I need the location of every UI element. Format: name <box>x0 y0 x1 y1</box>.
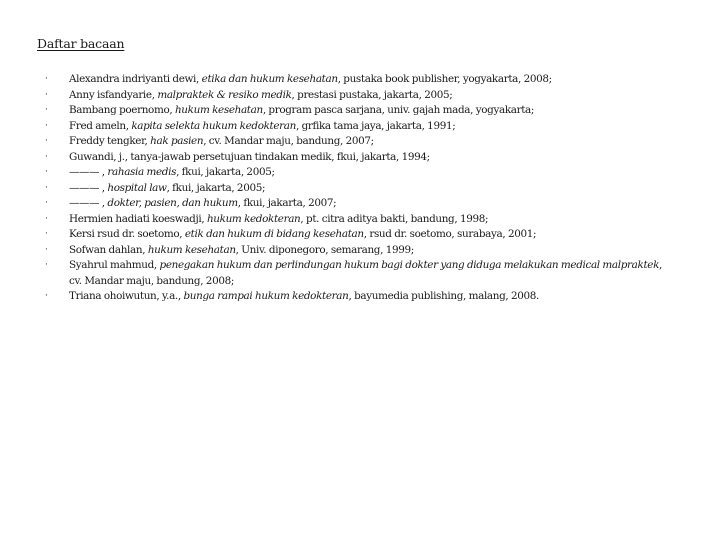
reference-title: etik dan hukum di bidang kesehatan <box>184 228 364 240</box>
bullet-icon: · <box>45 105 48 115</box>
reference-item <box>0 119 720 135</box>
reference-item <box>0 72 720 88</box>
reference-publication: , grfika tama jaya, jakarta, 1991; <box>295 119 456 132</box>
reference-item <box>0 165 720 181</box>
bullet-icon: · <box>45 120 48 131</box>
reference-item <box>0 88 720 104</box>
reference-item <box>0 103 720 119</box>
page-title: Daftar bacaan <box>37 36 125 51</box>
reference-item <box>0 181 720 197</box>
reference-publication: , bayumedia publishing, malang, 2008. <box>348 290 540 302</box>
reference-author: Guwandi, j., tanya-jawab persetujuan tindakan medik, fkui, jakarta, 1994; <box>69 150 430 163</box>
bullet-icon: · <box>45 151 48 162</box>
reference-publication: , pustaka book publisher, yogyakarta, 2008; <box>337 73 552 85</box>
reference-author: Sofwan dahlan, <box>69 243 148 256</box>
reference-author: ——— , <box>69 181 108 194</box>
bullet-icon: · <box>45 198 48 208</box>
reference-title: hukum kesehatan <box>174 104 263 116</box>
reference-author: Triana ohoiwutun, y.a., <box>69 290 184 302</box>
reference-author: Syahrul mahmud, <box>69 259 160 271</box>
reference-item <box>0 289 720 305</box>
bullet-icon: · <box>45 182 48 193</box>
bullet-icon: · <box>45 89 48 100</box>
bullet-icon: · <box>45 213 48 224</box>
reference-title: bunga rampai hukum kedokteran <box>183 290 349 302</box>
reference-list <box>0 72 720 305</box>
reference-title: hak pasien <box>150 135 204 147</box>
bullet-icon: · <box>45 291 48 301</box>
bullet-icon: · <box>45 229 48 239</box>
reference-item <box>0 196 720 212</box>
reference-title: etika dan hukum kesehatan <box>201 73 338 85</box>
bullet-icon: · <box>45 136 48 146</box>
reference-publication: , <box>659 259 662 271</box>
reference-author: Bambang poernomo, <box>69 104 175 116</box>
reference-title: malpraktek & resiko medik <box>157 88 292 101</box>
reference-item <box>0 243 720 259</box>
reference-publication: , cv. Mandar maju, bandung, 2007; <box>203 135 374 147</box>
reference-publication: , prestasi pustaka, jakarta, 2005; <box>291 88 453 101</box>
reference-publication: , fkui, jakarta, 2005; <box>176 166 275 178</box>
bullet-icon: · <box>45 167 48 177</box>
reference-title: dokter, pasien, dan hukum <box>107 197 238 209</box>
reference-item <box>0 150 720 166</box>
reference-author: Anny isfandyarie, <box>69 88 158 101</box>
reference-publication: , program pasca sarjana, univ. gajah mada, yogyakarta; <box>262 104 535 116</box>
reference-author: Freddy tengker, <box>69 135 151 147</box>
reference-title: penegakan hukum dan perlindungan hukum bagi dokter yang diduga melakukan medical malpraktek <box>159 259 660 271</box>
reference-publication: , Univ. diponegoro, semarang, 1999; <box>235 243 414 256</box>
reference-title: hukum kedokteran <box>206 212 301 225</box>
reference-author: Hermien hadiati koeswadji, <box>69 212 207 225</box>
reference-author: Fred ameln, <box>69 119 132 132</box>
reference-title: hukum kesehatan <box>147 243 236 256</box>
reference-publication-continued: cv. Mandar maju, bandung, 2008; <box>69 274 234 287</box>
reference-publication: , pt. citra aditya bakti, bandung, 1998; <box>300 212 489 225</box>
reference-publication: , fkui, jakarta, 2005; <box>166 181 266 194</box>
reference-title: kapita selekta hukum kedokteran <box>131 119 296 132</box>
reference-author: Kersi rsud dr. soetomo, <box>69 228 185 240</box>
reference-author: ——— , <box>69 166 108 178</box>
bullet-icon: · <box>45 260 48 270</box>
reference-author: ——— , <box>69 197 108 209</box>
bullet-icon: · <box>45 74 48 84</box>
reference-item <box>0 227 720 243</box>
reference-title: rahasia medis <box>107 166 177 178</box>
reference-publication: , fkui, jakarta, 2007; <box>237 197 337 209</box>
reference-title: hospital law <box>107 181 167 194</box>
bullet-icon: · <box>45 244 48 255</box>
reference-publication: , rsud dr. soetomo, surabaya, 2001; <box>363 228 537 240</box>
reference-item <box>0 258 720 289</box>
reference-item <box>0 212 720 228</box>
reference-author: Alexandra indriyanti dewi, <box>69 73 202 85</box>
reference-item <box>0 134 720 150</box>
